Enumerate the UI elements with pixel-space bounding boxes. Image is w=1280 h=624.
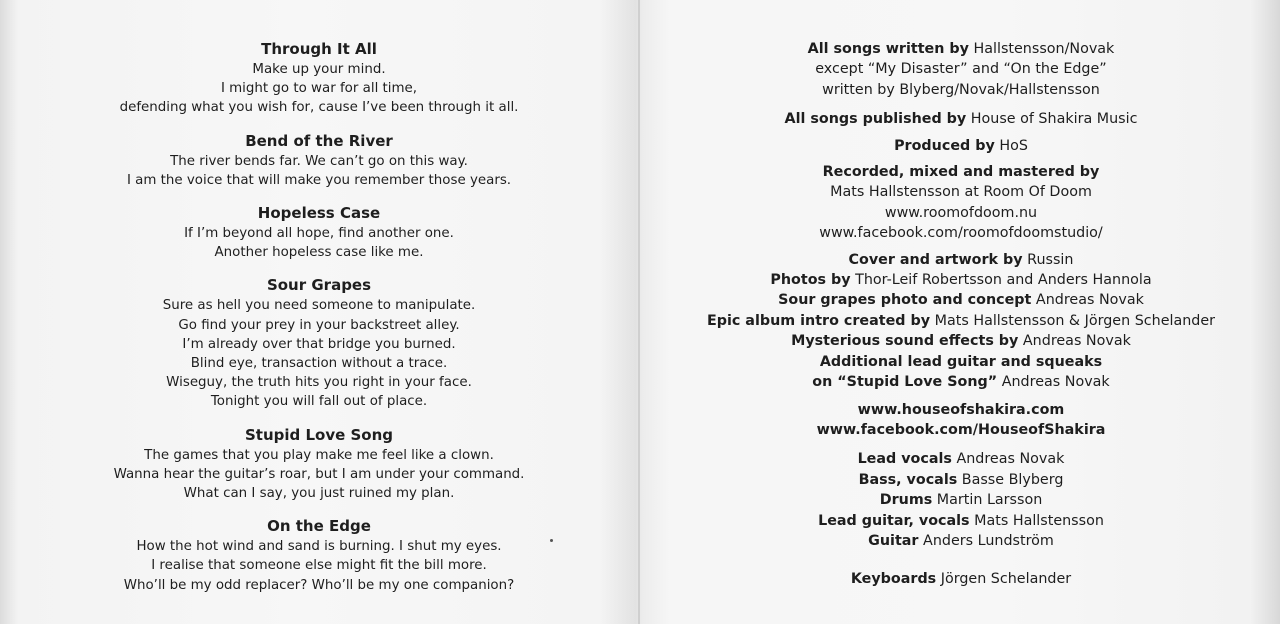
credit-line: www.facebook.com/roomofdoomstudio/ <box>819 225 1103 242</box>
band-links <box>642 400 1280 441</box>
band-members <box>642 449 1280 551</box>
song-title: Sour Grapes <box>266 276 372 295</box>
credit-value: Andreas Novak <box>1031 292 1144 309</box>
credit-line <box>642 352 1280 372</box>
credit-line: www.roomofdoom.nu <box>884 204 1038 221</box>
credits-page <box>642 0 1280 624</box>
lyric-line: Blind eye, transaction without a trace. <box>190 356 448 372</box>
print-speck <box>550 539 553 542</box>
website-link <box>642 400 1280 420</box>
credit-written <box>642 39 1280 100</box>
lyric-line: How the hot wind and sand is burning. I shut my eyes. <box>136 539 502 555</box>
credit-label: Epic album intro created by <box>706 312 931 329</box>
credit-line <box>642 270 1280 290</box>
lyric-line: Another hopeless case like me. <box>214 245 424 261</box>
credit-label: Produced by <box>894 137 995 154</box>
lyric-line: What can I say, you just ruined my plan. <box>183 486 455 502</box>
credit-line: except “My Disaster” and “On the Edge” <box>815 61 1107 78</box>
song-through-it-all <box>0 39 638 118</box>
member-role: Keyboards <box>850 571 937 588</box>
lyric-line: Who’ll be my odd replacer? Who’ll be my one companion? <box>123 577 515 593</box>
credit-line <box>642 136 1280 156</box>
lyric-line: The river bends far. We can’t go on this way. <box>170 153 468 169</box>
credit-value: House of Shakira Music <box>966 111 1138 128</box>
keyboards-credit <box>642 569 1280 589</box>
credit-label: Additional lead guitar and squeaks <box>819 353 1103 370</box>
song-title: On the Edge <box>267 517 371 536</box>
lyrics-page <box>0 0 638 624</box>
song-bend-of-the-river <box>0 131 638 190</box>
member-role: Bass, vocals <box>858 471 958 488</box>
member-name: Jörgen Schelander <box>936 571 1072 588</box>
website-link-text: www.houseofshakira.com <box>857 401 1065 418</box>
lyric-line: I realise that someone else might fit the bill more. <box>151 558 487 574</box>
credit-line: written by Blyberg/Novak/Hallstensson <box>822 81 1100 98</box>
lyric-line: Go find your prey in your backstreet alley. <box>178 317 460 333</box>
member-name: Martin Larsson <box>932 492 1043 509</box>
member-line <box>642 490 1280 510</box>
credit-value: Andreas Novak <box>1018 333 1131 350</box>
song-on-the-edge <box>0 516 638 595</box>
member-role: Drums <box>879 492 933 509</box>
lyric-line: If I’m beyond all hope, find another one. <box>184 226 454 242</box>
lyric-line: Tonight you will fall out of place. <box>210 394 428 410</box>
credit-value: Thor-Leif Robertsson and Anders Hannola <box>850 272 1152 289</box>
lyric-line: The games that you play make me feel like a clown. <box>144 447 494 463</box>
member-role: Lead vocals <box>857 451 952 468</box>
credit-label: Photos by <box>770 272 851 289</box>
credit-line: Mats Hallstensson at Room Of Doom <box>830 184 1092 201</box>
credit-value: Mats Hallstensson & Jörgen Schelander <box>930 312 1216 329</box>
credit-label: Cover and artwork by <box>848 251 1023 268</box>
credit-label: Sour grapes photo and concept <box>778 292 1032 309</box>
facebook-link <box>642 420 1280 440</box>
page-fold <box>638 0 640 624</box>
song-title: Through It All <box>261 40 377 58</box>
credit-label-line <box>642 162 1280 182</box>
credit-line <box>642 372 1280 392</box>
credit-line <box>642 311 1280 331</box>
lyric-line: defending what you wish for, cause I’ve been through it all. <box>119 100 519 116</box>
member-name: Mats Hallstensson <box>969 512 1104 529</box>
credit-value: Hallstensson/Novak <box>968 41 1115 57</box>
song-title: Bend of the River <box>245 131 393 150</box>
song-title: Stupid Love Song <box>244 425 394 444</box>
credit-value: HoS <box>994 137 1028 154</box>
member-role: Lead guitar, vocals <box>818 512 970 529</box>
lyric-line: Sure as hell you need someone to manipulate. <box>162 298 476 314</box>
member-name: Basse Blyberg <box>957 471 1064 488</box>
song-title: Hopeless Case <box>257 204 381 223</box>
credit-label: Recorded, mixed and mastered by <box>822 164 1100 181</box>
lyric-line: Make up your mind. <box>252 62 386 77</box>
credit-label: All songs published by <box>784 111 967 128</box>
credit-label: on “Stupid Love Song” <box>812 374 998 391</box>
credit-art-and-extras <box>642 250 1280 393</box>
lyric-line: I might go to war for all time, <box>220 81 418 97</box>
lyric-line: Wanna hear the guitar’s roar, but I am under your command. <box>113 466 525 482</box>
member-line <box>642 531 1280 551</box>
credit-line <box>642 109 1280 129</box>
song-stupid-love-song <box>0 425 638 504</box>
credit-published <box>642 109 1280 129</box>
credit-line <box>642 290 1280 310</box>
member-name: Anders Lundström <box>918 532 1054 549</box>
song-sour-grapes <box>0 275 638 411</box>
lyric-line: I am the voice that will make you remember those years. <box>126 172 512 188</box>
credit-recorded <box>642 162 1280 244</box>
member-line <box>642 511 1280 531</box>
credit-line <box>642 331 1280 351</box>
credit-line <box>642 39 1280 59</box>
member-role: Guitar <box>868 532 919 549</box>
credit-label: All songs written by <box>807 41 969 57</box>
credit-value: Andreas Novak <box>997 374 1110 391</box>
lyric-line: Wiseguy, the truth hits you right in your face. <box>166 375 472 391</box>
credit-line <box>642 250 1280 270</box>
member-name: Andreas Novak <box>951 451 1065 468</box>
facebook-link-text: www.facebook.com/HouseofShakira <box>816 421 1106 438</box>
lyric-line: I’m already over that bridge you burned. <box>182 336 456 352</box>
member-line <box>642 470 1280 490</box>
credit-label: Mysterious sound effects by <box>791 333 1019 350</box>
credit-value: Russin <box>1022 251 1074 268</box>
song-hopeless-case <box>0 203 638 262</box>
credit-produced <box>642 136 1280 156</box>
member-line <box>642 569 1280 589</box>
member-line <box>642 449 1280 469</box>
